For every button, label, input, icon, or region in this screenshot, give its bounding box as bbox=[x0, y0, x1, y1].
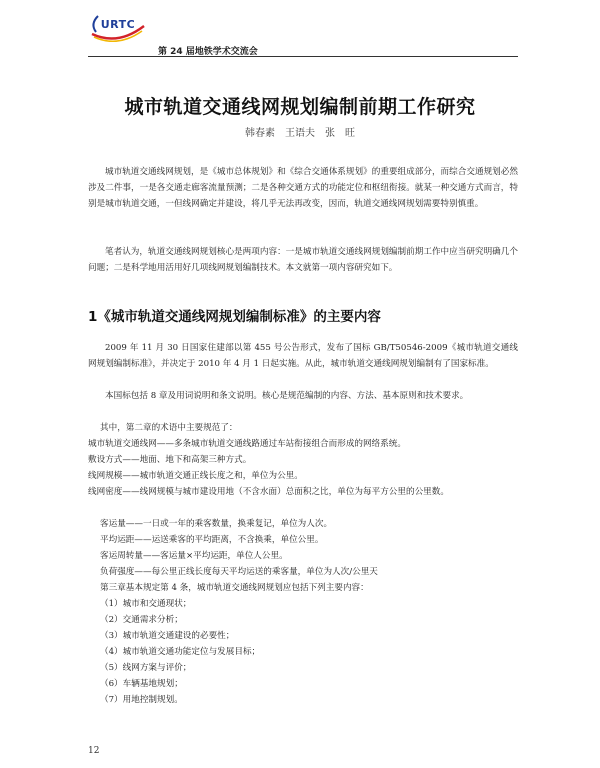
term-line: 第三章基本规定第 4 条，城市轨道交通线网规划应包括下列主要内容： bbox=[100, 583, 369, 593]
body-paragraph-1: 2009 年 11 月 30 日国家住建部以第 455 号公告形式，发布了国标 GB/T50546-2009《城市轨道交通线网规划编制标准》，并决定于 2010 年 4 月 1 日起实施。从此，城市轨道交通线网规划编制有了国家标准。 bbox=[88, 343, 518, 369]
paper-title: 城市轨道交通线网规划编制前期工作研究 bbox=[124, 96, 476, 118]
authors: 韩春素 王语夫 张 旺 bbox=[245, 128, 355, 139]
list-item: （3）城市轨道交通建设的必要性； bbox=[100, 631, 235, 641]
list-item: （2）交通需求分析； bbox=[100, 615, 183, 625]
urtc-logo bbox=[88, 12, 148, 42]
intro-paragraph-1: 城市轨道交通线网规划，是《城市总体规划》和《综合交通体系规划》的重要组成部分，而综合交通规划必然涉及二件事，一是各交通走廊客流量预测；二是各种交通方式的功能定位和枢纽衔接。就某一种交通方式而言，特别是城市轨道交通，一但线网确定并建设，将几乎无法再改变，因而，轨道交通线网规划需要特别慎重。 bbox=[88, 167, 518, 209]
term-line: 其中，第二章的术语中主要规范了： bbox=[100, 423, 238, 433]
conference-name: 第 24 届地铁学术交流会 bbox=[158, 47, 258, 57]
list-item: （1）城市和交通现状； bbox=[100, 599, 192, 609]
term-line: 负荷强度——每公里正线长度每天平均运送的乘客量，单位为人次/公里天 bbox=[100, 567, 378, 577]
page-number: 12 bbox=[88, 746, 100, 756]
term-density: 线网密度——线网规模与城市建设用地（不含水面）总面积之比，单位为每平方公里的公里数。 bbox=[88, 487, 449, 497]
logo-text: URTC bbox=[100, 18, 136, 31]
section-heading: 1《城市轨道交通线网规划编制标准》的主要内容 bbox=[88, 309, 381, 325]
term-line: 线网规模——城市轨道交通正线长度之和，单位为公里。 bbox=[88, 471, 303, 481]
term-line: 客运量——一日或一年的乘客数量，换乘复记，单位为人次。 bbox=[100, 519, 333, 529]
term-line: 平均运距——运送乘客的平均距离，不含换乘，单位公里。 bbox=[100, 535, 324, 545]
list-item: （4）城市轨道交通功能定位与发展目标； bbox=[100, 647, 261, 657]
term-line: 客运周转量——客运量×平均运距，单位人公里。 bbox=[100, 551, 288, 561]
page-header bbox=[0, 0, 600, 62]
term-line: 敷设方式——地面、地下和高架三种方式。 bbox=[88, 455, 252, 465]
list-item: （6）车辆基地规划； bbox=[100, 679, 183, 689]
intro-paragraph-2: 笔者认为，轨道交通线网规划核心是两项内容：一是城市轨道交通线网规划编制前期工作中应当研究明确几个问题；二是科学地用活用好几项线网规划编制技术。本文就第一项内容研究如下。 bbox=[88, 247, 518, 273]
list-item: （7）用地控制规划。 bbox=[100, 695, 183, 705]
body-paragraph-2: 本国标包括 8 章及用词说明和条文说明。核心是规范编制的内容、方法、基本原则和技术要求。 bbox=[105, 391, 469, 401]
term-line: 城市轨道交通线网——多条城市轨道交通线路通过车站衔接组合而形成的网络系统。 bbox=[88, 439, 406, 449]
header-divider bbox=[88, 56, 518, 57]
list-item: （5）线网方案与评价； bbox=[100, 663, 192, 673]
